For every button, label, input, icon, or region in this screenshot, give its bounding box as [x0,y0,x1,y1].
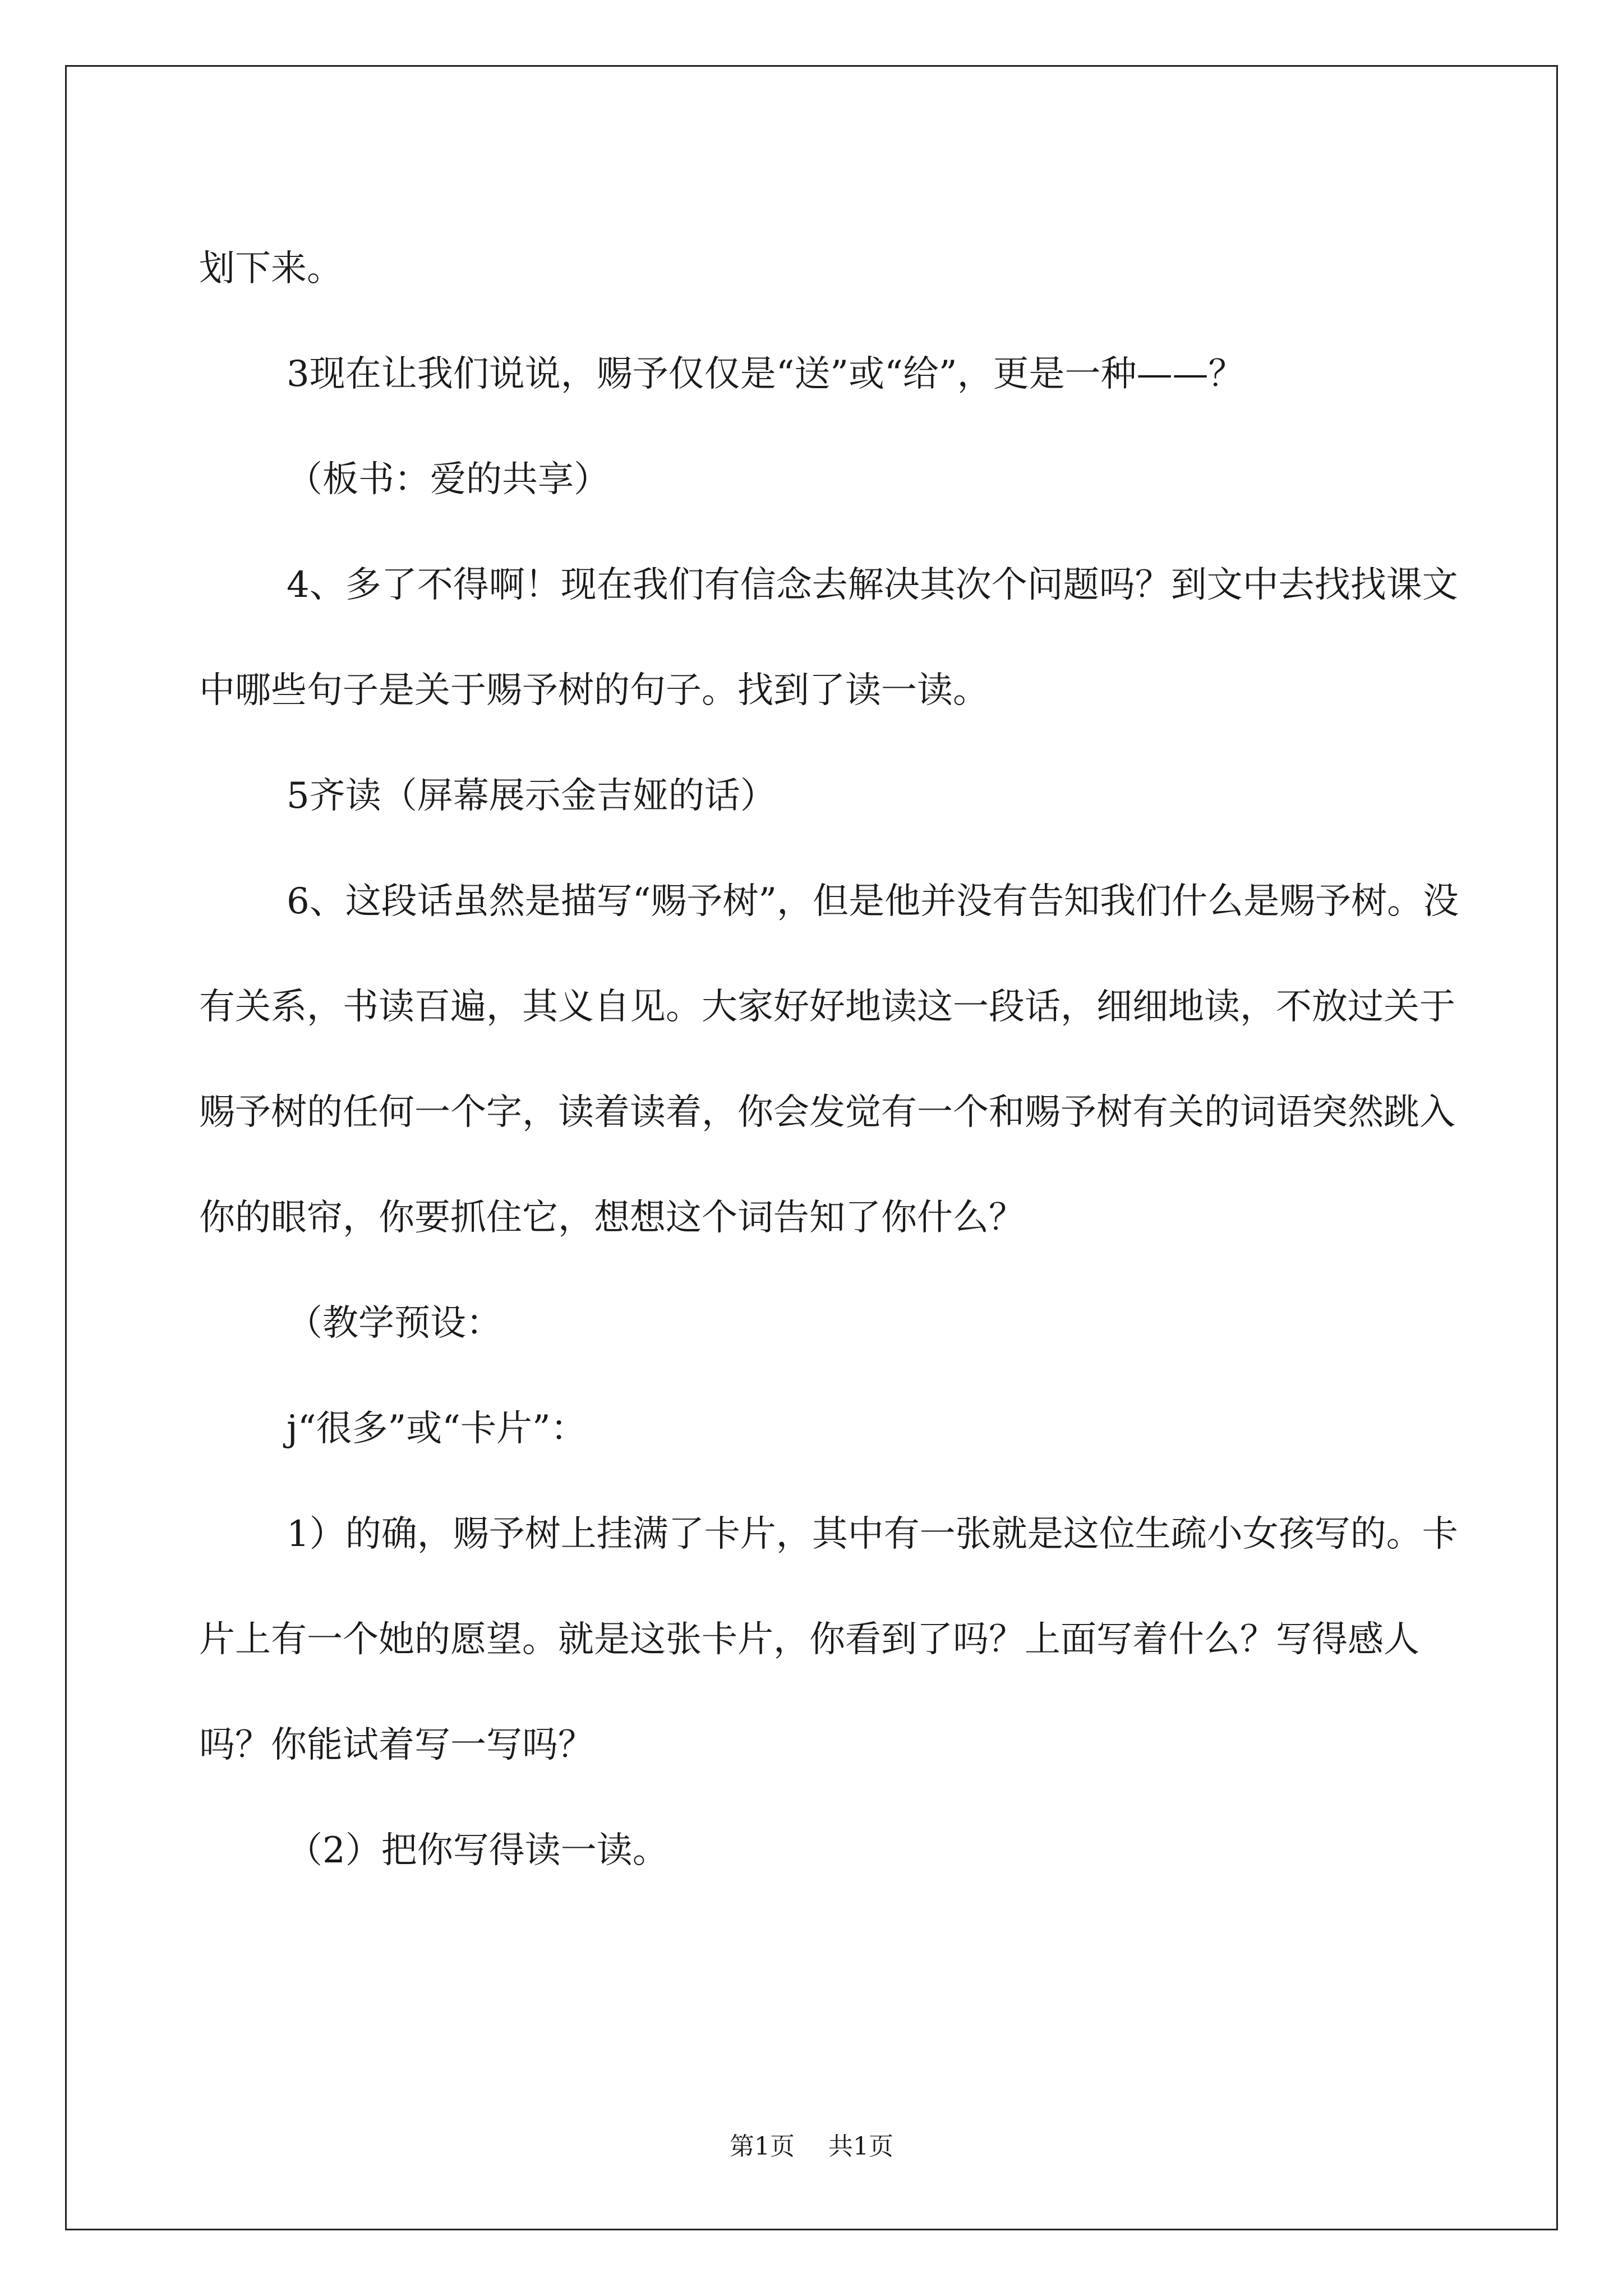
page-total: 共1页 [828,2132,893,2161]
paragraph-6: 6、这段话虽然是描写“赐予树”，但是他并没有告知我们什么是赐予树。没有关系，书读百遍，其义自见。大家好好地读这一段话，细细地读，不放过关于赐予树的任何一个字，读着读着，你会发觉有一个和赐予树有关的词语突然跳入你的眼帘，你要抓住它，想想这个词告知了你什么？ [199,881,1459,1239]
paragraph-4: 4、多了不得啊！现在我们有信念去解决其次个问题吗？到文中去找找课文中哪些句子是关于赐予树的句子。找到了读一读。 [199,564,1458,711]
page-number: 第1页 [730,2132,795,2161]
paragraph-9: 1）的确，赐予树上挂满了卡片，其中有一张就是这位生疏小女孩写的。卡片上有一个她的愿望。就是这张卡片，你看到了吗？上面写着什么？写得感人吗？你能试着写一写吗？ [199,1513,1458,1766]
paragraph-5: 5齐读（屏幕展示金吉娅的话） [287,775,776,817]
paragraph-1: 划下来。 [199,248,343,289]
paragraph-8: j“很多”或“卡片”： [287,1408,587,1450]
page-footer [0,2126,1623,2162]
paragraph-7: （教学预设： [287,1303,502,1344]
paragraph-10: （2）把你写得读一读。 [287,1830,668,1871]
document-body [199,216,1461,1903]
paragraph-3: （板书：爱的共享） [287,459,610,500]
paragraph-2: 3现在让我们说说，赐予仅仅是“送”或“给”，更是一种——？ [287,353,1244,395]
